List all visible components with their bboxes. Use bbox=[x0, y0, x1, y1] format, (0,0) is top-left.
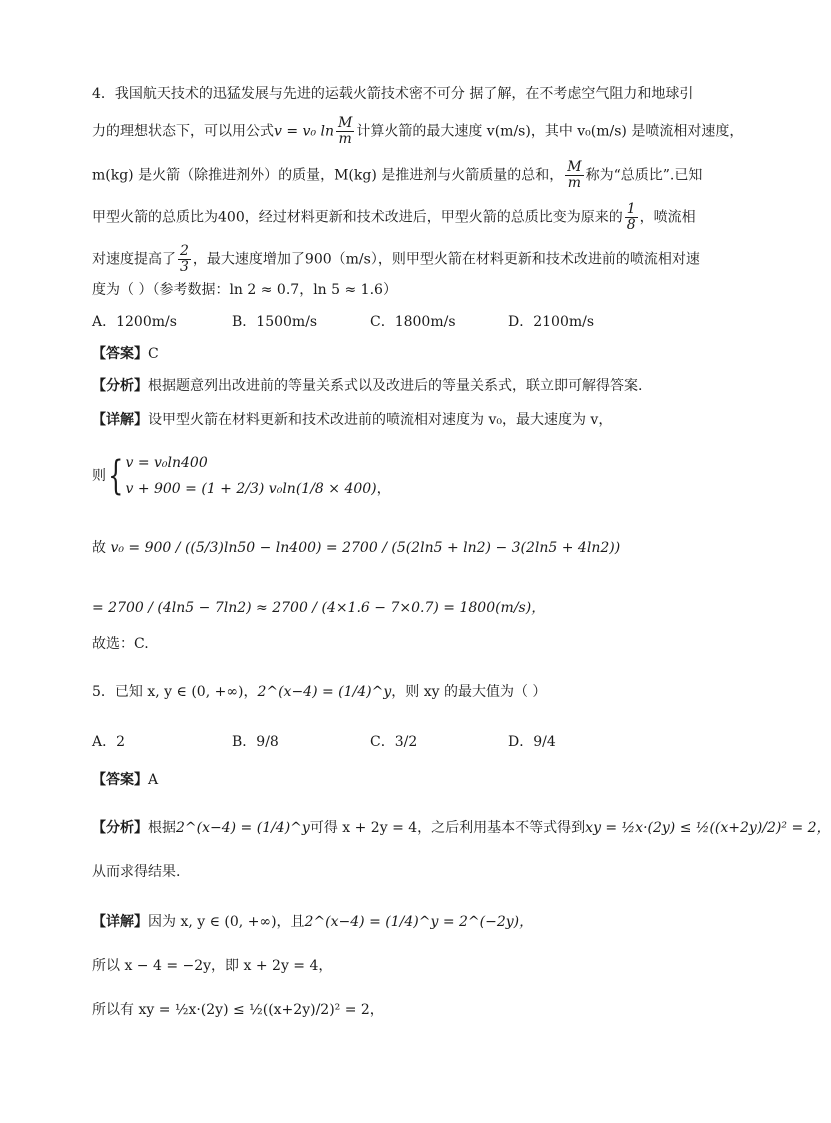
q4-line6: 度为（ ）（参考数据：ln 2 ≈ 0.7，ln 5 ≈ 1.6） bbox=[92, 282, 397, 298]
q5-analysis-2: 从而求得结果. bbox=[92, 864, 181, 880]
q4-choose: 故选：C. bbox=[92, 636, 149, 652]
q4-option-b: B．1500m/s bbox=[232, 314, 318, 330]
fraction-two-thirds: $\frac{2}{3}$ bbox=[180, 243, 189, 275]
q4-line2: 力的理想状态下，可以用公式v = v₀ ln $\frac{M}{m}$ 计算火箭的最大速度 v(m/s)，其中 v₀(m/s) 是喷流相对速度， bbox=[92, 115, 744, 147]
q5-option-b: B．9/8 bbox=[232, 734, 279, 750]
left-brace-icon: { bbox=[108, 453, 124, 499]
fraction-M-over-m: $\frac{M}{m}$ bbox=[338, 115, 353, 147]
q5-answer: 【答案】A bbox=[92, 772, 159, 788]
q4-detail: 【详解】设甲型火箭在材料更新和技术改进前的喷流相对速度为 v₀，最大速度为 v， bbox=[92, 412, 613, 428]
q4-calc1: 故 v₀ = 900 / ((5/3)ln50 − ln400) = 2700 / (5(2ln5 + ln2) − 3(2ln5 + 4ln2)) bbox=[92, 540, 621, 556]
q4-analysis: 【分析】根据题意列出改进前的等量关系式以及改进后的等量关系式，联立即可解得答案. bbox=[92, 378, 643, 394]
q5-detail: 【详解】因为 x, y ∈ (0, +∞)，且2^(x−4) = (1/4)^y = 2^(−2y)， bbox=[92, 914, 534, 930]
q5-line1: 5．已知 x, y ∈ (0, +∞)，2^(x−4) = (1/4)^y，则 xy 的最大值为（ ） bbox=[92, 684, 547, 700]
q4-line5: 对速度提高了 $\frac{2}{3}$ ，最大速度增加了900（m/s），则甲型火箭在材料更新和技术改进前的喷流相对速 bbox=[92, 243, 700, 275]
fraction-one-eighth: $\frac{1}{8}$ bbox=[626, 201, 636, 233]
q4-equation-system: 则{ v = v₀ln400 v + 900 = (1 + 2/3) v₀ln(1/8 × 400)， bbox=[92, 453, 391, 499]
q4-answer: 【答案】C bbox=[92, 346, 159, 362]
q4-line3: m(kg) 是火箭（除推进剂外）的质量，M(kg) 是推进剂与火箭质量的总和， $\frac{M}{m}$ 称为“总质比”.已知 bbox=[92, 159, 703, 191]
q4-line1: 4．我国航天技术的迅猛发展与先进的运载火箭技术密不可分 据了解，在不考虑空气阻力和地球引 bbox=[92, 86, 694, 102]
q5-so-line2: 所以有 xy = ½x·(2y) ≤ ½((x+2y)/2)² = 2， bbox=[92, 1002, 384, 1018]
q4-line4: 甲型火箭的总质比为400，经过材料更新和技术改进后，甲型火箭的总质比变为原来的 $\frac{1}{8}$ ，喷流相 bbox=[92, 201, 696, 233]
q5-analysis: 【分析】根据2^(x−4) = (1/4)^y可得 x + 2y = 4，之后利用基本不等式得到xy = ½x·(2y) ≤ ½((x+2y)/2)² = 2， bbox=[92, 820, 831, 836]
q4-option-a: A．1200m/s bbox=[92, 314, 177, 330]
q4-option-d: D．2100m/s bbox=[508, 314, 595, 330]
q5-so-line1: 所以 x − 4 = −2y，即 x + 2y = 4， bbox=[92, 958, 333, 974]
q4-calc2: = 2700 / (4ln5 − 7ln2) ≈ 2700 / (4×1.6 − 7×0.7) = 1800(m/s)， bbox=[92, 600, 546, 616]
fraction-M-over-m-2: $\frac{M}{m}$ bbox=[567, 159, 582, 191]
q5-option-d: D．9/4 bbox=[508, 734, 556, 750]
q5-option-a: A．2 bbox=[92, 734, 126, 750]
q5-option-c: C．3/2 bbox=[370, 734, 418, 750]
q4-option-c: C．1800m/s bbox=[370, 314, 456, 330]
